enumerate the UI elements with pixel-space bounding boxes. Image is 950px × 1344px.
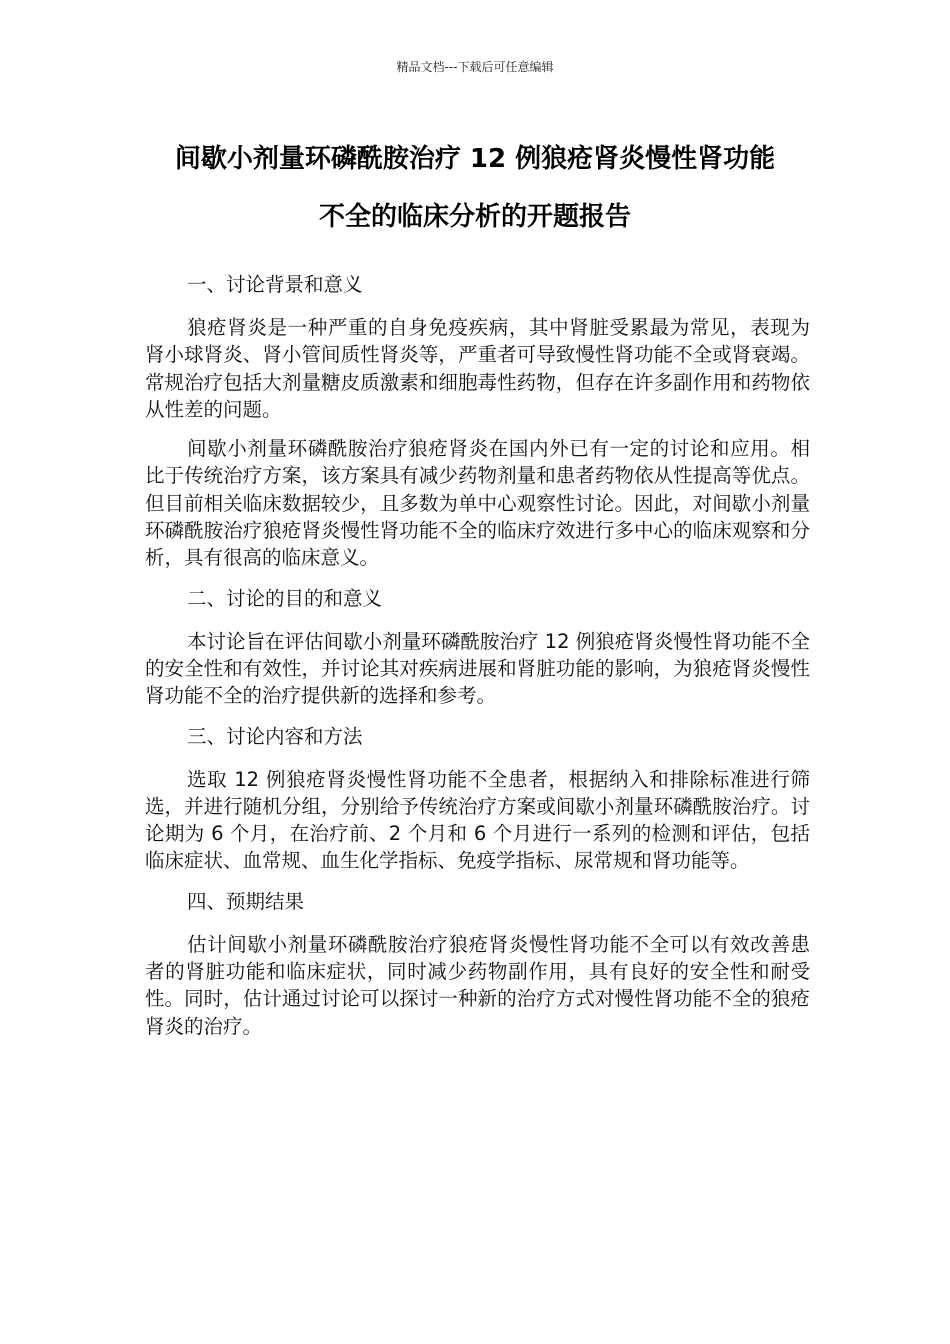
section-heading: 二、讨论的目的和意义 [187, 586, 383, 610]
section-background [145, 270, 810, 572]
section-heading: 三、讨论内容和方法 [187, 724, 363, 748]
document-body [145, 270, 810, 1052]
section-heading: 一、讨论背景和意义 [187, 273, 363, 296]
paragraph: 狼疮肾炎是一种严重的自身免疫疾病，其中肾脏受累最为常见，表现为肾小球肾炎、肾小管间质性肾炎等，严重者可导致慢性肾功能不全或肾衰竭。常规治疗包括大剂量糖皮质激素和细胞毒性药物，但存在许多副作用和药物依从性差的问题。 [145, 316, 810, 421]
paragraph: 间歇小剂量环磷酰胺治疗狼疮肾炎在国内外已有一定的讨论和应用。相比于传统治疗方案，该方案具有减少药物剂量和患者药物依从性提高等优点。但目前相关临床数据较少，且多数为单中心观察性讨论。因此，对间歇小剂量环磷酰胺治疗狼疮肾炎慢性肾功能不全的临床疗效进行多中心的临床观察和分析，具有很高的临床意义。 [145, 437, 810, 570]
page-header: 精品文档---下载后可任意编辑 [396, 60, 554, 74]
section-expected-results [145, 887, 810, 1040]
section-methods [145, 722, 810, 875]
document-title-line-2: 不全的临床分析的开题报告 [318, 202, 631, 232]
paragraph: 选取 12 例狼疮肾炎慢性肾功能不全患者，根据纳入和排除标准进行筛选，并进行随机分组，分别给予传统治疗方案或间歇小剂量环磷酰胺治疗。讨论期为 6 个月，在治疗前、2 个月和 6 个月进行一系列的检测和评估，包括临床症状、血常规、血生化学指标、免疫学指标、尿常规和肾功能等。 [145, 767, 810, 873]
section-heading: 四、预期结果 [187, 889, 305, 913]
section-purpose [145, 584, 810, 710]
paragraph: 估计间歇小剂量环磷酰胺治疗狼疮肾炎慢性肾功能不全可以有效改善患者的肾脏功能和临床症状，同时减少药物副作用，具有良好的安全性和耐受性。同时，估计通过讨论可以探讨一种新的治疗方式对慢性肾功能不全的狼疮肾炎的治疗。 [145, 932, 810, 1038]
paragraph: 本讨论旨在评估间歇小剂量环磷酰胺治疗 12 例狼疮肾炎慢性肾功能不全的安全性和有效性，并讨论其对疾病进展和肾脏功能的影响，为狼疮肾炎慢性肾功能不全的治疗提供新的选择和参考。 [145, 629, 810, 708]
document-title-line-1: 间歇小剂量环磷酰胺治疗 12 例狼疮肾炎慢性肾功能 [174, 144, 776, 174]
